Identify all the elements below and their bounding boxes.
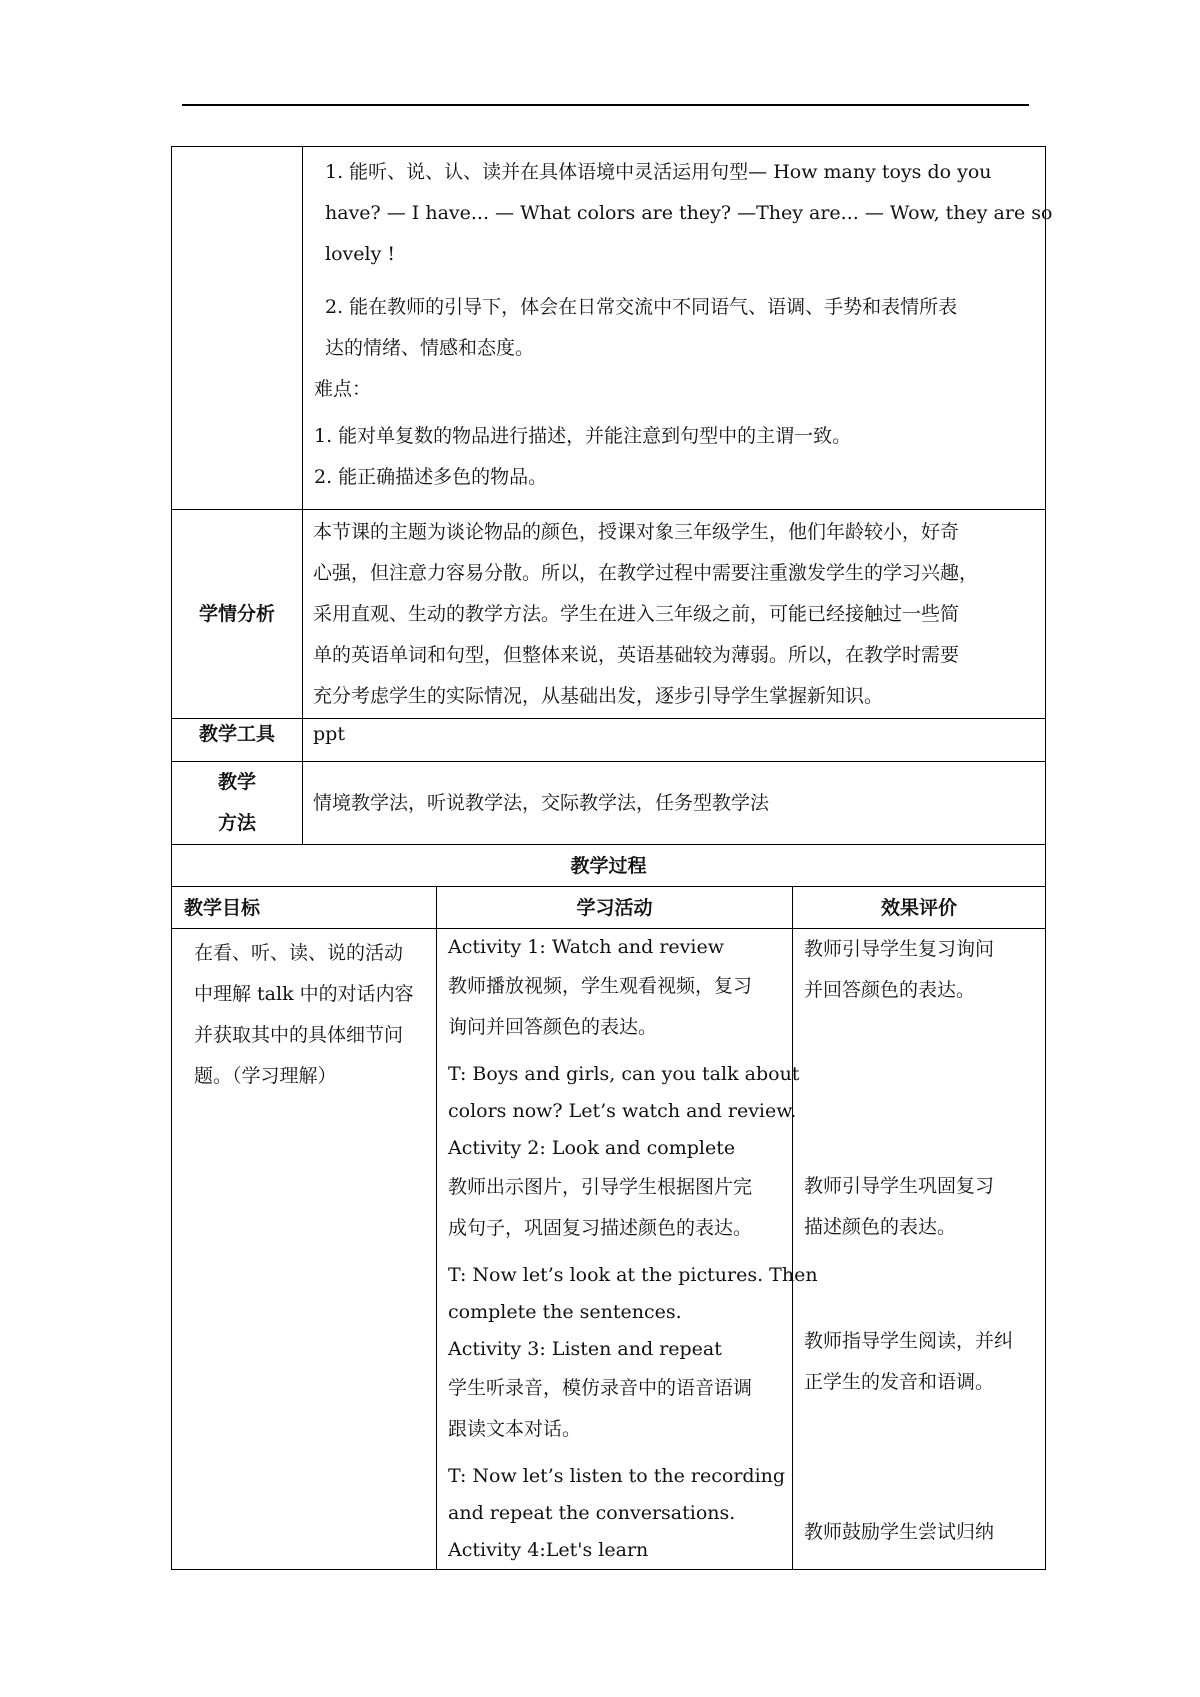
goal-line: 并获取其中的具体细节问 [194, 1024, 404, 1046]
difficulty-line: 2. 能正确描述多色的物品。 [314, 466, 548, 488]
analysis-line: 单的英语单词和句型，但整体来说，英语基础较为薄弱。所以，在教学时需要 [313, 644, 960, 666]
objectives-content-cell [303, 147, 1053, 510]
student-analysis-content [303, 510, 1046, 719]
activity-desc: 教师出示图片，引导学生根据图片完 [448, 1176, 753, 1198]
methods-value: 情境教学法，听说教学法，交际教学法，任务型教学法 [303, 762, 1046, 845]
activity-desc: 跟读文本对话。 [448, 1418, 582, 1440]
activity-teacher: T: Now let’s look at the pictures. Then [448, 1264, 818, 1286]
evaluation-line: 并回答颜色的表达。 [804, 979, 976, 1001]
activity-desc: 询问并回答颜色的表达。 [448, 1016, 658, 1038]
activity-title: Activity 1: Watch and review [448, 936, 724, 958]
goal-line: 在看、听、读、说的活动 [194, 942, 404, 964]
evaluation-line: 教师引导学生复习询问 [804, 938, 995, 960]
activity-teacher: complete the sentences. [448, 1301, 682, 1323]
objectives-label-cell [172, 147, 303, 510]
student-analysis-label: 学情分析 [172, 510, 303, 719]
difficulty-label: 难点： [314, 378, 372, 400]
activity-teacher: T: Boys and girls, can you talk about [448, 1063, 800, 1085]
activity-desc: 成句子，巩固复习描述颜色的表达。 [448, 1217, 753, 1239]
goal-cell [172, 929, 437, 1570]
methods-row [172, 762, 1046, 845]
key-point-line: 1. 能听、说、认、读并在具体语境中灵活运用句型— How many toys do you [325, 161, 992, 183]
activity-title: Activity 2: Look and complete [448, 1137, 736, 1159]
key-point-line: 2. 能在教师的引导下，体会在日常交流中不同语气、语调、手势和表情所表 [325, 296, 958, 318]
analysis-line: 充分考虑学生的实际情况，从基础出发，逐步引导学生掌握新知识。 [313, 685, 884, 707]
difficulty-line: 1. 能对单复数的物品进行描述，并能注意到句型中的主谓一致。 [314, 425, 852, 447]
evaluation-line: 教师指导学生阅读，并纠 [804, 1330, 1014, 1352]
header-goal: 教学目标 [172, 887, 437, 929]
activity-teacher: T: Now let’s listen to the recording [448, 1465, 786, 1487]
evaluation-cell [793, 929, 1046, 1570]
activity-desc: 教师播放视频，学生观看视频，复习 [448, 975, 753, 997]
objectives-row [172, 147, 1046, 510]
key-point-line: have? — I have... — What colors are they? —They are... — Wow, they are so [325, 202, 1053, 224]
evaluation-line: 正学生的发音和语调。 [804, 1371, 995, 1393]
evaluation-line: 描述颜色的表达。 [804, 1216, 957, 1238]
analysis-line: 心强，但注意力容易分散。所以，在教学过程中需要注重激发学生的学习兴趣， [313, 562, 979, 584]
methods-label: 教学 方法 [172, 762, 303, 845]
process-title: 教学过程 [172, 845, 1046, 887]
activity-cell [437, 929, 818, 1570]
tools-value: ppt [303, 719, 1046, 762]
process-title-row [172, 845, 1046, 887]
process-header-row [172, 887, 1046, 929]
analysis-line: 本节课的主题为谈论物品的颜色，授课对象三年级学生，他们年龄较小，好奇 [313, 521, 960, 543]
header-activity: 学习活动 [437, 887, 793, 929]
analysis-line: 采用直观、生动的教学方法。学生在进入三年级之前，可能已经接触过一些简 [313, 603, 960, 625]
process-content-row [172, 929, 1046, 1570]
lesson-plan-table [171, 146, 1053, 1570]
activity-teacher: colors now? Let’s watch and review. [448, 1100, 797, 1122]
key-point-line: 达的情绪、情感和态度。 [325, 337, 535, 359]
evaluation-line: 教师引导学生巩固复习 [804, 1175, 995, 1197]
activity-desc: 学生听录音，模仿录音中的语音语调 [448, 1377, 753, 1399]
student-analysis-row [172, 510, 1046, 719]
activity-title: Activity 3: Listen and repeat [448, 1338, 722, 1360]
header-rule [182, 104, 1029, 106]
goal-line: 题。（学习理解） [194, 1065, 337, 1087]
key-point-line: lovely ! [325, 243, 395, 265]
activity-title: Activity 4:Let's learn [448, 1539, 649, 1561]
goal-line: 中理解 talk 中的对话内容 [194, 983, 414, 1005]
tools-row [172, 719, 1046, 762]
header-evaluation: 效果评价 [793, 887, 1046, 929]
activity-teacher: and repeat the conversations. [448, 1502, 736, 1524]
tools-label: 教学工具 [172, 719, 303, 762]
evaluation-line: 教师鼓励学生尝试归纳 [804, 1521, 995, 1543]
